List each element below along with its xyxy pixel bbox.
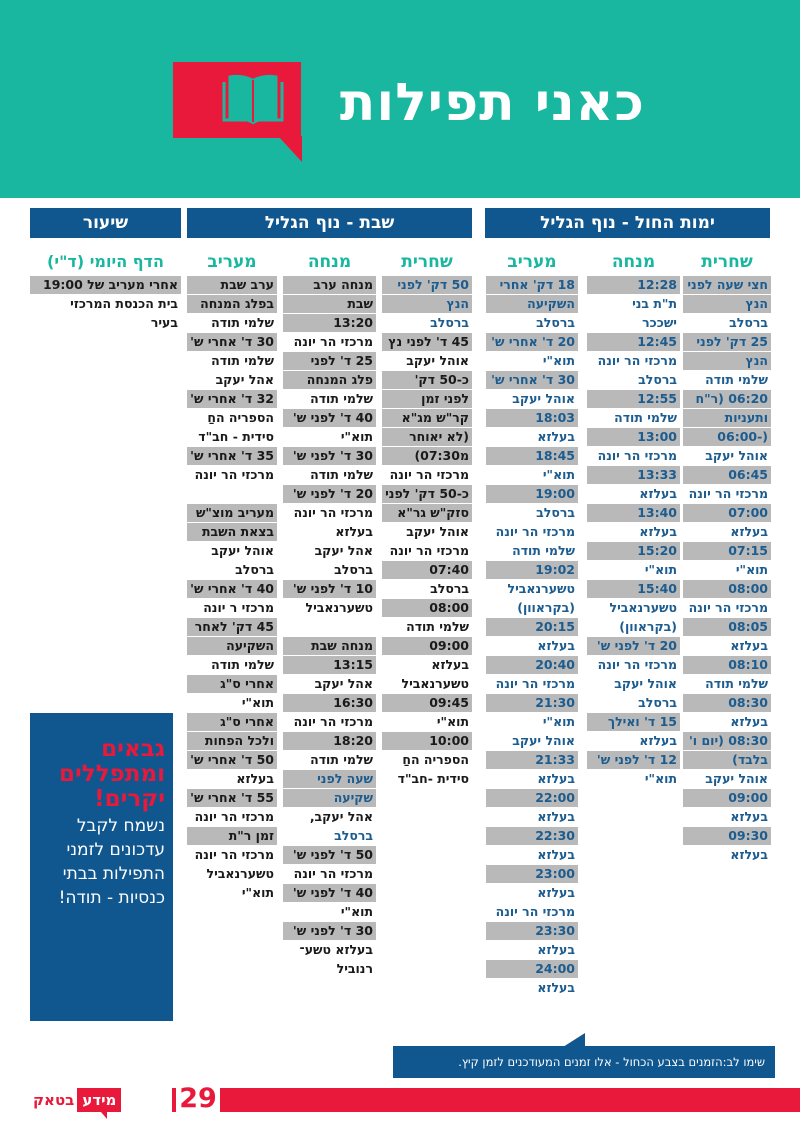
- schedule-cell: מרכזי הר יונה: [293, 334, 373, 349]
- schedule-cell: תוא"י: [241, 695, 274, 710]
- schedule-cell: 12:55: [587, 390, 680, 408]
- column-header: שחרית: [401, 252, 453, 272]
- schedule-cell: טשערנאביל: [305, 600, 373, 615]
- section-header-shiur: שיעור: [30, 208, 181, 238]
- column-shiur: [30, 250, 181, 333]
- schedule-cell: בעלזא: [335, 524, 373, 539]
- schedule-cell: אהל יעקב: [314, 543, 373, 558]
- schedule-cell: 23:00: [486, 865, 578, 883]
- schedule-cell: בעלזא: [537, 429, 575, 444]
- schedule-cell: 13:40: [587, 504, 680, 522]
- brand-text: בטאק: [33, 1091, 75, 1109]
- schedule-cell: מרכזי הר יונה: [597, 353, 677, 368]
- schedule-cell: תוא"י: [436, 714, 469, 729]
- schedule-cell: אוהל יעקב: [512, 733, 575, 748]
- schedule-cell: שלמי תודה: [705, 372, 768, 387]
- schedule-cell: מרכזי הר יונה: [389, 467, 469, 482]
- promo-body: נשמח לקבל עדכונים לזמני התפילות בבתי כנסיות - תודה!: [58, 816, 165, 908]
- schedule-cell: תוא"י: [340, 904, 373, 919]
- schedule-cell: בעלזא: [537, 980, 575, 995]
- schedule-cell: בעלזא: [537, 638, 575, 653]
- column-shabbat-shacharit: [382, 250, 472, 789]
- schedule-cell: 23:30: [486, 922, 578, 940]
- schedule-cell: 45 ד' לפני נץ: [382, 333, 472, 351]
- schedule-cell: 12:28: [587, 276, 680, 294]
- open-book-icon: [218, 72, 288, 128]
- schedule-cell: תוא"י: [644, 771, 677, 786]
- cell-list: [30, 276, 181, 332]
- schedule-cell: ישככר: [642, 315, 677, 330]
- schedule-cell: ותעניות: [683, 409, 771, 427]
- schedule-cell: אוהל יעקב: [614, 676, 677, 691]
- section-header-weekday: ימות החול - נוף הגליל: [485, 208, 770, 238]
- schedule-cell: 15:20: [587, 542, 680, 560]
- schedule-cell: תוא"י: [735, 562, 768, 577]
- schedule-cell: 35 ד' אחרי ש': [187, 447, 277, 465]
- schedule-cell: שלמי תודה: [310, 467, 373, 482]
- schedule-cell: חצי שעה לפני: [683, 276, 771, 294]
- schedule-cell: הנץ: [683, 352, 771, 370]
- schedule-cell: בעלזא: [639, 524, 677, 539]
- schedule-cell: (-06:00: [683, 428, 771, 446]
- schedule-cell: 09:45: [382, 694, 472, 712]
- schedule-cell: 32 ד' אחרי ש': [187, 390, 277, 408]
- schedule-cell: אהל יעקב: [215, 372, 274, 387]
- schedule-cell: בעיר: [150, 315, 178, 330]
- schedule-cell: בעלזא: [537, 771, 575, 786]
- schedule-cell: אוהל יעקב: [211, 543, 274, 558]
- schedule-cell: מרכזי הר יונה: [688, 600, 768, 615]
- schedule-cell: ברסלב: [430, 315, 469, 330]
- schedule-cell: אחרי מעריב של 19:00: [30, 276, 181, 294]
- schedule-cell: 18 דק' אחרי: [486, 276, 578, 294]
- schedule-cell: ערב שבת: [187, 276, 277, 294]
- schedule-cell: מנחה ערב: [283, 276, 376, 294]
- schedule-cell: אהל יעקב,: [309, 809, 373, 824]
- schedule-cell: שלמי תודה: [310, 752, 373, 767]
- schedule-cell: 45 דק' לאחר: [187, 618, 277, 636]
- schedule-cell: 15:40: [587, 580, 680, 598]
- column-header: שחרית: [701, 252, 753, 272]
- schedule-cell: מנחה שבת: [283, 637, 376, 655]
- schedule-cell: תוא"י: [644, 562, 677, 577]
- schedule-cell: בעלזא: [537, 809, 575, 824]
- schedule-cell: (בקראוון): [619, 619, 677, 634]
- schedule-cell: אוהל יעקב: [705, 448, 768, 463]
- schedule-cell: רנוביל: [336, 961, 373, 976]
- schedule-cell: 13:15: [283, 656, 376, 674]
- schedule-cell: 15 ד' ואילך: [587, 713, 680, 731]
- cell-list: [187, 276, 277, 902]
- schedule-cell: בעלזא: [537, 942, 575, 957]
- schedule-cell: 18:45: [486, 447, 578, 465]
- schedule-cell: בעלזא: [730, 809, 768, 824]
- column-weekday-shacharit: [683, 250, 771, 865]
- schedule-cell: 19:00: [486, 485, 578, 503]
- schedule-cell: 25 ד' לפני: [283, 352, 376, 370]
- schedule-cell: הנץ: [382, 295, 472, 313]
- schedule-cell: 24:00: [486, 960, 578, 978]
- schedule-cell: שלמי תודה: [512, 543, 575, 558]
- brand-highlight: מידע: [77, 1088, 121, 1112]
- schedule-cell: 07:15: [683, 542, 771, 560]
- schedule-cell: שקיעה: [283, 789, 376, 807]
- schedule-cell: בעלזא: [730, 714, 768, 729]
- schedule-cell: אוהל יעקב: [406, 524, 469, 539]
- page-number: 29: [176, 1082, 220, 1116]
- schedule-cell: ת"ת בני: [632, 296, 677, 311]
- speech-bubble-tail: [278, 136, 302, 162]
- schedule-cell: תוא"י: [542, 353, 575, 368]
- schedule-cell: 40 ד' לפני ש': [283, 409, 376, 427]
- schedule-cell: סזק"ש גר"א: [382, 504, 472, 522]
- schedule-cell: בעלזא טשע־: [299, 942, 373, 957]
- schedule-cell: אוהל יעקב: [512, 391, 575, 406]
- schedule-cell: 16:30: [283, 694, 376, 712]
- schedule-cell: 40 ד' אחרי ש': [187, 580, 277, 598]
- schedule-cell: 50 ד' אחרי ש': [187, 751, 277, 769]
- schedule-cell: מרכזי הר יונה: [293, 866, 373, 881]
- schedule-cell: 20 ד' אחרי ש': [486, 333, 578, 351]
- schedule-cell: מרכזי הר יונה: [194, 809, 274, 824]
- schedule-cell: בעלזא: [639, 733, 677, 748]
- schedule-cell: אהל יעקב: [314, 676, 373, 691]
- cell-list: [283, 276, 376, 978]
- schedule-cell: 25 דק' לפני: [683, 333, 771, 351]
- schedule-cell: מרכזי הר יונה: [597, 657, 677, 672]
- schedule-cell: בעלזא: [730, 524, 768, 539]
- schedule-cell: 21:30: [486, 694, 578, 712]
- schedule-cell: מרכזי הר יונה: [389, 543, 469, 558]
- schedule-cell: ברסלב: [536, 315, 575, 330]
- spacer: [187, 485, 277, 503]
- schedule-cell: בעלזא: [730, 847, 768, 862]
- footer-bar: [172, 1088, 800, 1112]
- schedule-cell: 40 ד' לפני ש': [283, 884, 376, 902]
- schedule-cell: מרכזי הר יונה: [194, 467, 274, 482]
- schedule-cell: שלמי תודה: [406, 619, 469, 634]
- schedule-cell: 07:00: [683, 504, 771, 522]
- spacer: [283, 618, 376, 636]
- schedule-cell: 50 דק' לפני: [382, 276, 472, 294]
- column-header: מנחה: [611, 252, 656, 272]
- schedule-cell: שעה לפני: [283, 770, 376, 788]
- cell-list: [382, 276, 472, 788]
- schedule-cell: לפני זמן: [382, 390, 472, 408]
- schedule-cell: 10:00: [382, 732, 472, 750]
- promo-headline: גבאים ומתפללים יקרים!: [59, 736, 165, 812]
- schedule-cell: 12 ד' לפני ש': [587, 751, 680, 769]
- schedule-cell: מרכזי הר יונה: [688, 486, 768, 501]
- schedule-cell: תוא"י: [542, 714, 575, 729]
- schedule-cell: טשערנאביל: [206, 866, 274, 881]
- schedule-cell: שלמי תודה: [614, 410, 677, 425]
- schedule-cell: 07:40: [382, 561, 472, 579]
- schedule-cell: אחרי ס"ג: [187, 713, 277, 731]
- schedule-cell: אוהל יעקב: [705, 771, 768, 786]
- schedule-cell: זמן ר"ת: [187, 827, 277, 845]
- schedule-cell: 09:30: [683, 827, 771, 845]
- schedule-cell: 22:00: [486, 789, 578, 807]
- schedule-cell: 08:05: [683, 618, 771, 636]
- schedule-cell: מרכזי הר יונה: [495, 676, 575, 691]
- schedule-cell: בעלזא: [431, 657, 469, 672]
- schedule-cell: סידית -חב"ד: [397, 771, 469, 786]
- schedule-cell: 18:20: [283, 732, 376, 750]
- schedule-cell: 08:10: [683, 656, 771, 674]
- schedule-cell: אחרי ס"ג: [187, 675, 277, 693]
- schedule-cell: 09:00: [382, 637, 472, 655]
- page-header: [0, 0, 800, 198]
- column-shabbat-mincha: [283, 250, 376, 979]
- schedule-cell: (בקראוון): [517, 600, 575, 615]
- schedule-cell: הנץ: [683, 295, 771, 313]
- schedule-cell: שלמי תודה: [705, 676, 768, 691]
- summer-time-note: שימו לב:הזמנים בצבע הכחול - אלו זמנים המעודכנים לזמן קיץ.: [393, 1046, 775, 1078]
- schedule-cell: הספריה החַ: [207, 410, 274, 425]
- schedule-cell: מרכזי הר יונה: [194, 847, 274, 862]
- schedule-cell: ברסלב: [235, 562, 274, 577]
- schedule-cell: 06:20 (ר"ח: [683, 390, 771, 408]
- page-title: כאני תפילות: [339, 73, 645, 133]
- schedule-cell: כ-50 דק' לפני: [382, 485, 472, 503]
- schedule-cell: 06:45: [683, 466, 771, 484]
- cell-list: [486, 276, 578, 997]
- schedule-cell: 13:33: [587, 466, 680, 484]
- schedule-cell: שבת: [283, 295, 376, 313]
- schedule-cell: 10 ד' לפני ש': [283, 580, 376, 598]
- schedule-cell: קר"ש מג"א: [382, 409, 472, 427]
- schedule-cell: שלמי תודה: [211, 315, 274, 330]
- column-shabbat-maariv: [187, 250, 277, 903]
- schedule-cell: מרכזי הר יונה: [293, 714, 373, 729]
- schedule-cell: 08:30 (יום ו': [683, 732, 771, 750]
- schedule-cell: בעלזא: [537, 885, 575, 900]
- schedule-cell: 30 ד' לפני ש': [283, 922, 376, 940]
- schedule-cell: בעלזא: [537, 847, 575, 862]
- schedule-cell: טשערנאביל: [507, 581, 575, 596]
- schedule-cell: כ-50 דק': [382, 371, 472, 389]
- schedule-cell: 30 ד' אחרי ש': [486, 371, 578, 389]
- schedule-cell: 19:02: [486, 561, 578, 579]
- column-weekday-maariv: [486, 250, 578, 998]
- column-weekday-mincha: [587, 250, 680, 789]
- schedule-cell: טשערנאביל: [401, 676, 469, 691]
- schedule-cell: הספריה החַ: [402, 752, 469, 767]
- schedule-cell: שלמי תודה: [310, 391, 373, 406]
- schedule-cell: מעריב מוצ"ש: [187, 504, 277, 522]
- cell-list: [587, 276, 680, 788]
- schedule-cell: שלמי תודה: [211, 657, 274, 672]
- cell-list: [683, 276, 771, 864]
- promo-box: [30, 713, 173, 1021]
- schedule-cell: מרכזי הר יונה: [293, 505, 373, 520]
- schedule-cell: 13:20: [283, 314, 376, 332]
- schedule-cell: 30 ד' אחרי ש': [187, 333, 277, 351]
- column-header: מעריב: [207, 252, 257, 272]
- schedule-cell: 21:33: [486, 751, 578, 769]
- schedule-cell: 12:45: [587, 333, 680, 351]
- schedule-cell: 09:00: [683, 789, 771, 807]
- schedule-cell: ברסלב: [536, 505, 575, 520]
- schedule-cell: 20:15: [486, 618, 578, 636]
- schedule-cell: בצאת השבת: [187, 523, 277, 541]
- column-header: הדף היומי (ד"י): [47, 252, 164, 271]
- note-bubble-tail: [563, 1033, 585, 1047]
- schedule-cell: תוא"י: [340, 429, 373, 444]
- schedule-cell: פלג המנחה: [283, 371, 376, 389]
- schedule-cell: תוא"י: [241, 885, 274, 900]
- schedule-cell: 22:30: [486, 827, 578, 845]
- schedule-cell: סידית - חב"ד: [198, 429, 274, 444]
- schedule-cell: ברסלב: [729, 315, 768, 330]
- schedule-cell: 20 ד' לפני ש': [283, 485, 376, 503]
- schedule-cell: מרכזי הר יונה: [495, 524, 575, 539]
- schedule-cell: ברסלב: [430, 581, 469, 596]
- schedule-cell: (לא יאוחר: [382, 428, 472, 446]
- schedule-cell: מ07:30): [382, 447, 472, 465]
- schedule-cell: 08:00: [382, 599, 472, 617]
- column-header: מעריב: [507, 252, 557, 272]
- schedule-cell: מרכזי הר יונה: [597, 448, 677, 463]
- schedule-cell: בפלג המנחה: [187, 295, 277, 313]
- schedule-cell: 50 ד' לפני ש': [283, 846, 376, 864]
- schedule-cell: 13:00: [587, 428, 680, 446]
- schedule-cell: בעלזא: [236, 771, 274, 786]
- schedule-cell: בלבד): [683, 751, 771, 769]
- schedule-cell: שלמי תודה: [211, 353, 274, 368]
- schedule-cell: ברסלב: [334, 562, 373, 577]
- schedule-cell: ברסלב: [334, 828, 373, 843]
- schedule-cell: 55 ד' אחרי ש': [187, 789, 277, 807]
- schedule-cell: 30 ד' לפני ש': [283, 447, 376, 465]
- schedule-cell: בעלזא: [730, 638, 768, 653]
- column-header: מנחה: [307, 252, 352, 272]
- schedule-cell: מרכזי ר יונה: [203, 600, 274, 615]
- section-header-shabbat: שבת - נוף הגליל: [187, 208, 472, 238]
- schedule-cell: השקיעה: [187, 637, 277, 655]
- schedule-cell: 08:00: [683, 580, 771, 598]
- schedule-cell: ולכל הפחות: [187, 732, 277, 750]
- schedule-cell: ברסלב: [638, 372, 677, 387]
- schedule-cell: בעלזא: [639, 486, 677, 501]
- schedule-cell: מרכזי הר יונה: [495, 904, 575, 919]
- schedule-cell: 18:03: [486, 409, 578, 427]
- schedule-cell: תוא"י: [542, 467, 575, 482]
- schedule-cell: 20:40: [486, 656, 578, 674]
- schedule-cell: 20 ד' לפני ש': [587, 637, 680, 655]
- schedule-cell: השקיעה: [486, 295, 578, 313]
- brand-logo: [30, 1088, 121, 1112]
- schedule-cell: טשערנאביל: [609, 600, 677, 615]
- schedule-cell: ברסלב: [638, 695, 677, 710]
- schedule-cell: בית הכנסת המרכזי: [70, 296, 178, 311]
- schedule-cell: 08:30: [683, 694, 771, 712]
- schedule-cell: אוהל יעקב: [406, 353, 469, 368]
